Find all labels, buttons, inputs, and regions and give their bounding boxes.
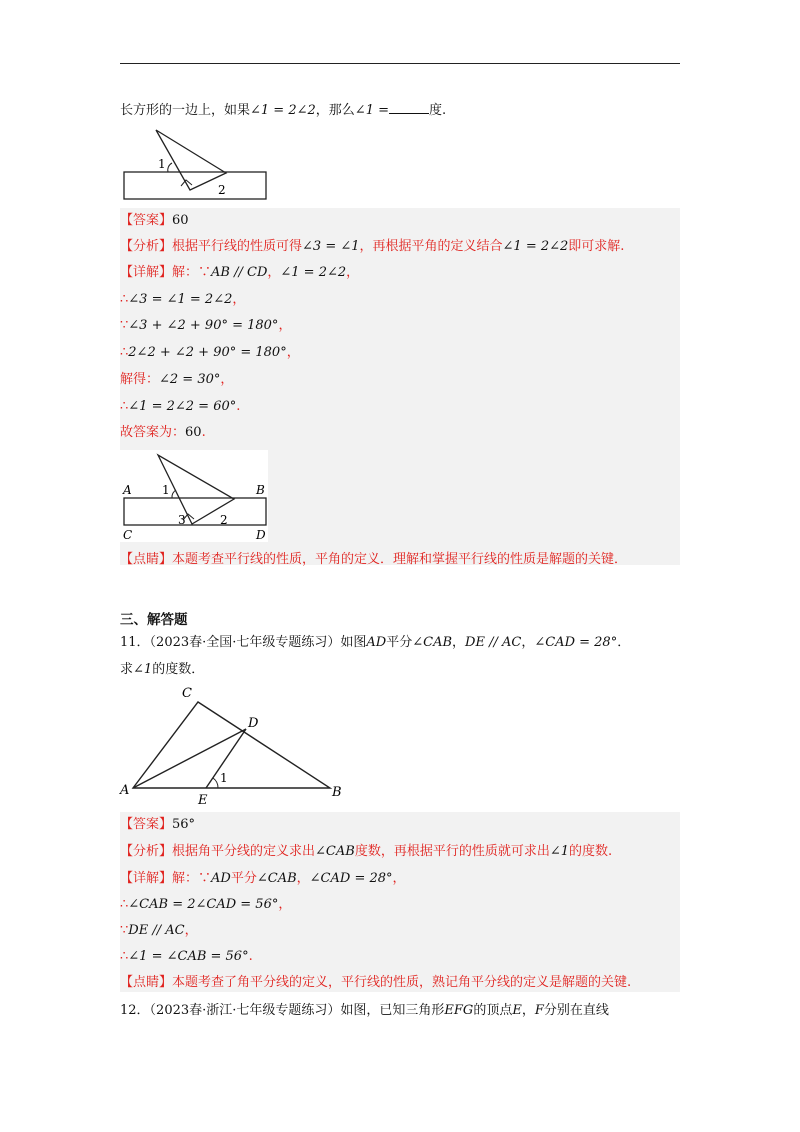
q11-text: 求: [120, 662, 134, 677]
therefore-symbol: ∴: [120, 897, 129, 912]
q12-text: ，: [521, 1003, 535, 1018]
angle-label-1: 1: [162, 483, 170, 497]
detail-equation: AD: [211, 871, 231, 886]
q12-equation: E: [512, 1003, 522, 1018]
ans11-comment-line: [120, 974, 631, 992]
answer-blank: [389, 101, 429, 114]
point-label-D: D: [248, 716, 259, 731]
analysis-text: 的度数.: [569, 844, 613, 859]
ans10-comment-line: [120, 551, 627, 569]
angle-label-2: 2: [218, 183, 226, 197]
detail-text: 平分: [230, 871, 257, 886]
step-equation: 2∠2 + ∠2 + 90° = 180°: [128, 345, 287, 360]
step-punct: ，: [278, 897, 292, 912]
q10-equation: ∠1 = 2∠2: [250, 103, 316, 118]
step-punct: ，: [184, 923, 198, 938]
ans10-analysis-line: [120, 238, 624, 256]
point-label-B: B: [332, 785, 342, 800]
analysis-text: 度数，再根据平行的性质就可求出: [354, 844, 550, 859]
therefore-symbol: ∴: [120, 949, 129, 964]
step-equation: ∠1 = 2∠2 = 60°: [128, 399, 237, 414]
detail-equation: ∠CAB: [256, 871, 297, 886]
analysis-equation: ∠1 = 2∠2: [502, 239, 569, 254]
q12-text: 分别在直线: [543, 1003, 609, 1018]
detail-text: ，: [296, 871, 310, 886]
analysis-tag: 【分析】: [120, 239, 173, 254]
step-equation: ∠1 = ∠CAB = 56°: [128, 949, 249, 964]
analysis-equation: ∠1: [549, 844, 569, 859]
ans11-step-3: [120, 948, 253, 966]
step-punct: ，: [278, 318, 292, 333]
angle1-arc: [168, 163, 172, 172]
comment-tag: 【点睛】: [120, 552, 173, 567]
analysis-text: 即可求解.: [568, 239, 625, 254]
point-label-D: D: [256, 528, 266, 542]
segment-AD: [133, 729, 246, 788]
because-symbol: ∵: [120, 923, 129, 938]
q12-text: 的顶点: [473, 1003, 513, 1018]
triangle-shape: [156, 130, 226, 190]
triangle-ABC: [133, 702, 330, 788]
angle-label-1: 1: [158, 157, 166, 171]
answer-tag: 【答案】: [120, 213, 173, 228]
detail-text: 解：∵: [172, 265, 212, 280]
section-heading: 三、解答题: [120, 612, 188, 628]
q11-text: ．: [617, 635, 631, 650]
q11-text: 平分: [386, 635, 413, 650]
detail-text: ，: [392, 871, 406, 886]
detail-equation: AB // CD: [211, 265, 268, 280]
detail-tag: 【详解】: [120, 871, 173, 886]
q11-figure: [118, 682, 348, 808]
detail-text: ，: [346, 265, 360, 280]
q10-text: 度.: [429, 103, 447, 118]
detail-equation: ∠1 = 2∠2: [280, 265, 347, 280]
comment-text: 本题考查了角平分线的定义，平行线的性质，熟记角平分线的定义是解题的关键.: [172, 975, 632, 990]
step-equation: DE // AC: [128, 923, 185, 938]
ans11-step-1: [120, 896, 291, 914]
q11-equation: ∠1: [133, 662, 153, 677]
analysis-text: 根据角平分线的定义求出: [172, 844, 316, 859]
analysis-tag: 【分析】: [120, 844, 173, 859]
q10-figure: [118, 128, 273, 204]
answer-tag: 【答案】: [120, 817, 173, 832]
ans10-detail-line: [120, 264, 359, 282]
final-text: 故答案为：: [120, 425, 186, 440]
q12-equation: F: [534, 1003, 544, 1018]
q10-equation: ∠1 =: [354, 103, 389, 118]
ans11-answer-line: [120, 816, 195, 834]
answer-value: 60: [172, 213, 189, 228]
ans11-analysis-line: [120, 843, 612, 861]
comment-tag: 【点睛】: [120, 975, 173, 990]
q11-equation: ∠CAD = 28°: [534, 635, 618, 650]
step-equation: ∠3 + ∠2 + 90° = 180°: [128, 318, 279, 333]
q11-equation: AD: [366, 635, 387, 650]
point-label-A: A: [123, 483, 132, 497]
final-value: 60: [185, 425, 202, 440]
q11-line-2: [120, 661, 204, 679]
point-label-E: E: [198, 793, 208, 808]
step-punct: .: [236, 399, 241, 414]
step-punct: ，: [232, 292, 246, 307]
detail-equation: ∠CAD = 28°: [309, 871, 393, 886]
step-punct: ，: [286, 345, 300, 360]
ans10-step-4: [120, 371, 233, 389]
detail-text: ，: [267, 265, 281, 280]
ans10-step-3: [120, 344, 300, 362]
answer-value: 56°: [172, 817, 196, 832]
q11-text: 如图: [340, 635, 367, 650]
q11-equation: DE // AC: [465, 635, 522, 650]
therefore-symbol: ∴: [120, 292, 129, 307]
point-label-C: C: [123, 528, 133, 542]
q11-equation: ∠CAB: [412, 635, 453, 650]
q10-text: 长方形的一边上，如果: [120, 103, 251, 118]
comment-text: 本题考查平行线的性质，平角的定义．理解和掌握平行线的性质是解题的关键．: [172, 552, 628, 567]
figure-background: [120, 450, 268, 542]
question-number: 12．: [120, 1003, 150, 1018]
ans11-step-2: [120, 922, 198, 940]
q10-solution-figure: [120, 450, 270, 542]
header-rule: [120, 63, 680, 64]
q11-text: ，: [452, 635, 466, 650]
angle-label-1: 1: [220, 771, 228, 785]
analysis-text: 根据平行线的性质可得: [172, 239, 303, 254]
final-punct: .: [201, 425, 206, 440]
ans11-detail-line: [120, 870, 406, 888]
q11-text: ，: [521, 635, 535, 650]
step-equation: ∠2 = 30°: [159, 372, 221, 387]
detail-text: 解：∵: [172, 871, 212, 886]
step-equation: ∠CAB = 2∠CAD = 56°: [128, 897, 279, 912]
ans10-step-2: [120, 317, 291, 335]
angle-label-3: 3: [178, 513, 186, 527]
question-number: 11．: [120, 635, 150, 650]
q10-tail-line: [120, 101, 446, 120]
rectangle-shape: [124, 172, 266, 199]
detail-tag: 【详解】: [120, 265, 173, 280]
because-symbol: ∵: [120, 318, 129, 333]
ans10-step-1: [120, 291, 245, 309]
angle1-arc: [213, 778, 218, 788]
therefore-symbol: ∴: [120, 399, 129, 414]
q12-text: 如图，已知三角形: [340, 1003, 445, 1018]
ans10-final: [120, 424, 206, 442]
point-label-B: B: [256, 483, 265, 497]
q11-text: 的度数．: [152, 662, 205, 677]
angle-label-2: 2: [220, 513, 228, 527]
q11-line-1: [120, 634, 630, 652]
analysis-equation: ∠3 = ∠1: [302, 239, 360, 254]
ans10-answer-line: [120, 212, 189, 230]
step-punct: ，: [220, 372, 234, 387]
question-source: （2023春·浙江·七年级专题练习）: [149, 1003, 341, 1018]
question-source: （2023春·全国·七年级专题练习）: [149, 635, 341, 650]
analysis-equation: ∠CAB: [315, 844, 355, 859]
q12-equation: EFG: [444, 1003, 474, 1018]
step-punct: .: [248, 949, 253, 964]
step-equation: ∠3 = ∠1 = 2∠2: [128, 292, 233, 307]
analysis-text: ，再根据平角的定义结合: [359, 239, 503, 254]
point-label-A: A: [120, 783, 130, 798]
q10-text: ，那么: [315, 103, 355, 118]
therefore-symbol: ∴: [120, 345, 129, 360]
solve-text: 解得：: [120, 372, 160, 387]
point-label-C: C: [182, 686, 192, 701]
q12-line-1: [120, 1002, 609, 1020]
ans10-step-5: [120, 398, 240, 416]
